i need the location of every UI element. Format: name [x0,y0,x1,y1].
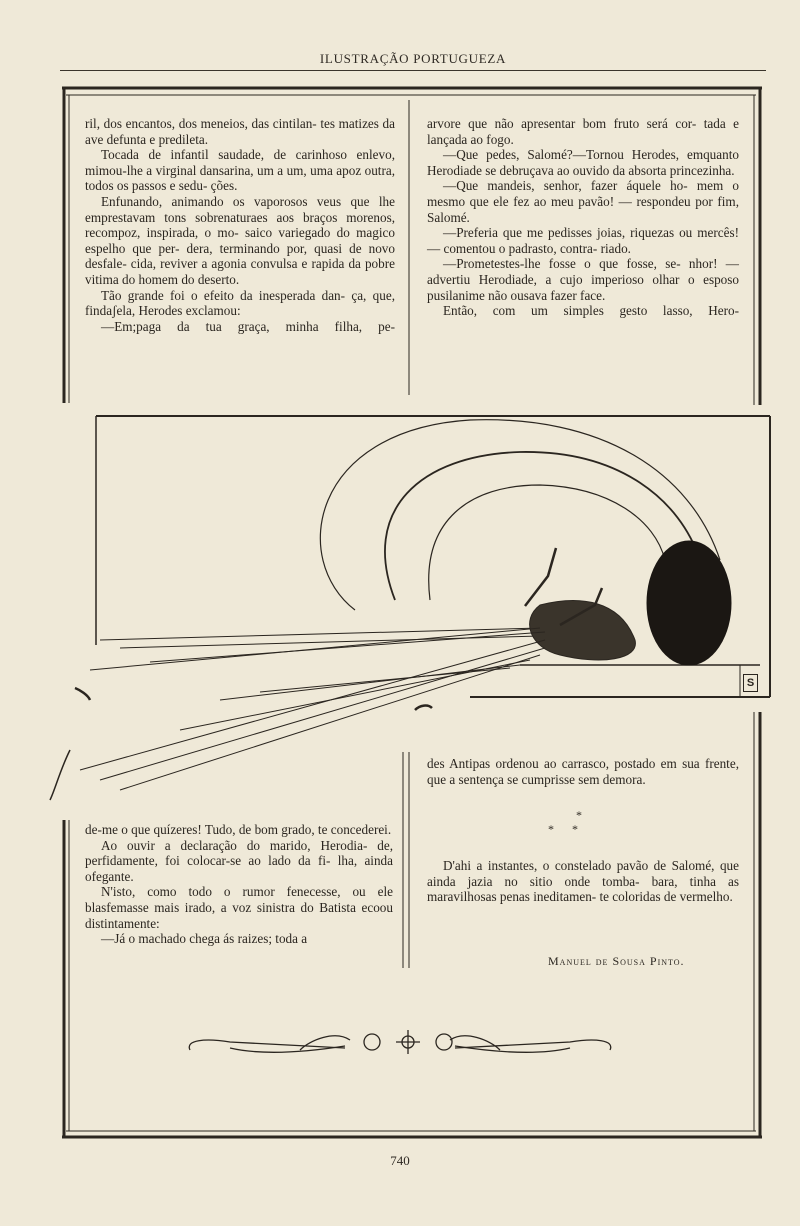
paragraph: —Prometestes-lhe fosse o que fosse, se- nhor! — advertiu Herodiade, a cujo imperioso olhar o esposo pusilanime não ousava fazer face. [427,256,739,303]
running-header: ILUSTRAÇÃO PORTUGUEZA [319,51,507,66]
paragraph: —Que mandeis, senhor, fazer áquele ho- mem o mesmo que ele fez ao meu pavão! — respondeu por fim, Salomé. [427,178,739,225]
paragraph: —Que pedes, Salomé?—Tornou Herodes, emquanto Herodiade se debruçava ao ouvido da absorta princezinha. [427,147,739,178]
column-top-left [85,116,395,334]
section-break-stars-bottom: * * [548,822,578,836]
paragraph: ril, dos encantos, dos meneios, das cintilan- tes matizes da ave defunta e predileta. [85,116,395,147]
paragraph: —Já o machado chega ás raizes; toda a [101,931,308,947]
column-bottom-right-continued [427,858,739,905]
paragraph: de-me o que quízeres! Tudo, de bom grado, te concederei. [85,822,392,837]
illustration [50,416,770,800]
paragraph: Ao ouvir a declaração do marido, Herodia- de, perfidamente, foi colocar-se ao lado da fi- lha, ainda ofegante. [85,837,393,884]
paragraph: Tocada de infantil saudade, de carinhoso enlevo, mimou-lhe a virginal dansarina, um a um, uma apoz outra, todos os passos e sedu- ções. [85,147,395,194]
paragraph: Então, com um simples gesto lasso, Hero- [443,303,739,319]
paragraph: des Antipas ordenou ao carrasco, postado em sua frente, que a sentença se cumprisse sem demora. [427,756,739,787]
paragraph: Tão grande foi o efeito da inesperada dan- ça, que, findaʃela, Herodes exclamou: [85,287,395,319]
ornament-divider [189,1030,611,1054]
section-break-star-top: * [576,808,582,822]
paragraph: —Preferia que me pedisses joias, riquezas ou mercês! — comentou o padrasto, contra- riado. [427,225,739,256]
artist-monogram: S [743,674,758,692]
paragraph: D'ahi a instantes, o constelado pavão de Salomé, que ainda jazia no sitio onde tomba- bara, tinha as maravilhosas penas ineditamen- te coloridas de vermelho. [427,858,739,905]
column-bottom-right [427,756,739,787]
column-bottom-left [85,822,393,947]
page-number: 740 [390,1153,410,1168]
paragraph: N'isto, como todo o rumor fenecesse, ou ele blasfemasse mais irado, a voz sinistra do Batista ecoou distintamente: [85,884,393,931]
paragraph: —Em;paga da tua graça, minha filha, pe- [101,318,395,334]
column-top-right [427,116,739,319]
paragraph: Enfunando, animando os vaporosos veus que lhe emprestavam tons sobrenaturaes aos braços morenos, recompoz, inspirada, o mo- saico variegado do magico espelho que per- dera, terminando por, quasi de novo desfale- cida, reviver a agonia convulsa e rapida da pobre vitima do homem do deserto. [85,193,395,287]
author-signature: Manuel de Sousa Pinto. [548,954,685,968]
paragraph: arvore que não apresentar bom fruto será cor- tada e lançada ao fogo. [427,116,739,147]
